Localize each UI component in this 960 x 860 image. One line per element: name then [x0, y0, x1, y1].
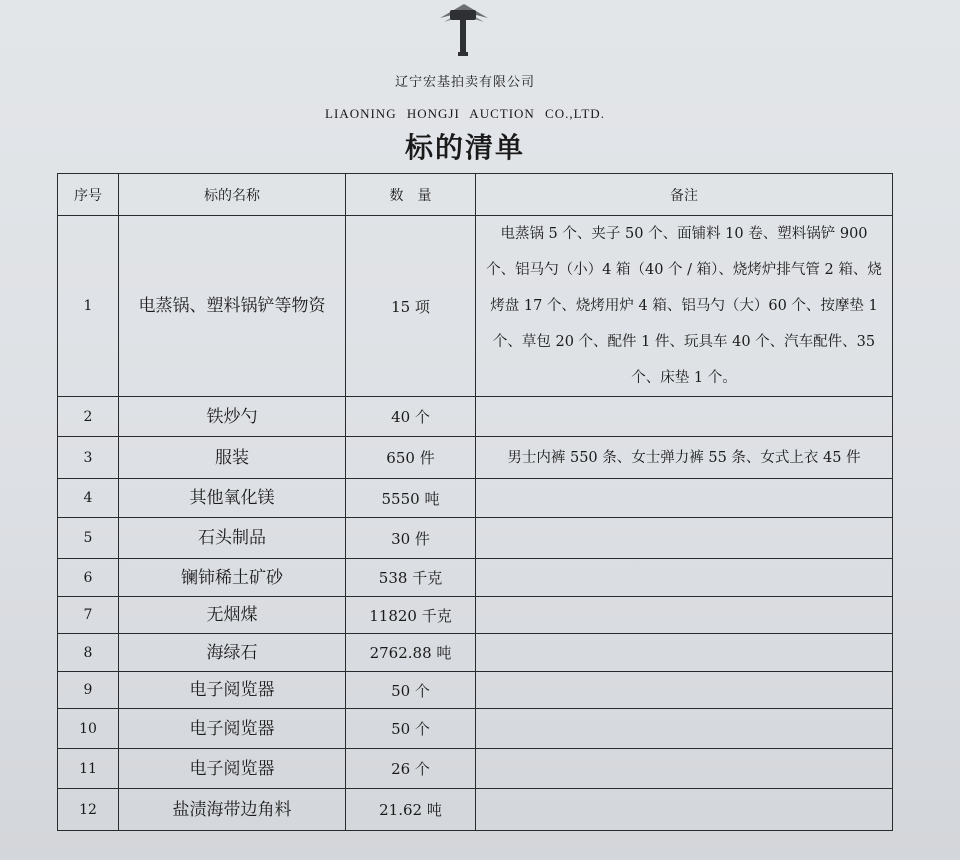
row-remarks: 电蒸锅 5 个、夹子 50 个、面铺料 10 卷、塑料锅铲 900 个、铝马勺（小）4 箱（40 个 / 箱）、烧烤炉排气管 2 箱、烧烤盘 17 个、烧烤用炉 4 箱、铝马勺（大）60 个、按摩垫 1 个、草包 20 个、配件 1 件、玩具车 40 个、汽车配件、35 个、床垫 1 个。	[476, 216, 893, 397]
company-name-en: LIAONING HONGJI AUCTION CO.,LTD.	[325, 106, 605, 121]
row-seq: 3	[58, 437, 119, 479]
row-remarks	[476, 672, 893, 709]
row-seq: 5	[58, 518, 119, 559]
row-name: 海绿石	[119, 634, 346, 672]
row-quantity: 50 个	[346, 709, 476, 749]
table-row	[58, 216, 893, 397]
row-quantity: 30 件	[346, 518, 476, 559]
items-table	[57, 173, 893, 831]
header-name: 标的名称	[119, 174, 346, 216]
header-seq: 序号	[58, 174, 119, 216]
row-quantity: 2762.88 吨	[346, 634, 476, 672]
table-row	[58, 709, 893, 749]
row-seq: 4	[58, 479, 119, 518]
row-seq: 8	[58, 634, 119, 672]
row-remarks	[476, 597, 893, 634]
row-remarks	[476, 518, 893, 559]
row-quantity: 50 个	[346, 672, 476, 709]
row-remarks: 男士内裤 550 条、女士弹力裤 55 条、女式上衣 45 件	[476, 437, 893, 479]
row-remarks	[476, 559, 893, 597]
row-seq: 7	[58, 597, 119, 634]
row-quantity: 40 个	[346, 397, 476, 437]
table-row	[58, 518, 893, 559]
row-name: 电子阅览器	[119, 672, 346, 709]
row-remarks	[476, 749, 893, 789]
row-seq: 1	[58, 216, 119, 397]
row-name: 服装	[119, 437, 346, 479]
table-row	[58, 479, 893, 518]
row-quantity: 650 件	[346, 437, 476, 479]
row-name: 电子阅览器	[119, 749, 346, 789]
row-seq: 2	[58, 397, 119, 437]
company-name-cn: 辽宁宏基拍卖有限公司	[394, 75, 535, 90]
table-row	[58, 397, 893, 437]
header-quantity: 数 量	[346, 174, 476, 216]
row-name: 电子阅览器	[119, 709, 346, 749]
table-header-row	[58, 174, 893, 216]
row-quantity: 11820 千克	[346, 597, 476, 634]
row-remarks	[476, 634, 893, 672]
row-remarks	[476, 397, 893, 437]
table-row	[58, 634, 893, 672]
row-seq: 12	[58, 789, 119, 831]
row-quantity: 5550 吨	[346, 479, 476, 518]
row-quantity: 21.62 吨	[346, 789, 476, 831]
row-remarks	[476, 789, 893, 831]
table-row	[58, 437, 893, 479]
row-name: 电蒸锅、塑料锅铲等物资	[119, 216, 346, 397]
row-name: 石头制品	[119, 518, 346, 559]
row-name: 铁炒勺	[119, 397, 346, 437]
table-row	[58, 749, 893, 789]
row-name: 镧铈稀土矿砂	[119, 559, 346, 597]
table-row	[58, 789, 893, 831]
row-remarks	[476, 709, 893, 749]
row-name: 无烟煤	[119, 597, 346, 634]
table-row	[58, 672, 893, 709]
row-seq: 10	[58, 709, 119, 749]
table-row	[58, 559, 893, 597]
row-seq: 9	[58, 672, 119, 709]
header-remarks: 备注	[476, 174, 893, 216]
row-name: 盐渍海带边角料	[119, 789, 346, 831]
row-quantity: 15 项	[346, 216, 476, 397]
row-name: 其他氧化镁	[119, 479, 346, 518]
row-seq: 11	[58, 749, 119, 789]
auction-gavel-logo-icon	[436, 2, 492, 58]
document-title: 标的清单	[404, 131, 525, 164]
row-remarks	[476, 479, 893, 518]
row-quantity: 538 千克	[346, 559, 476, 597]
row-seq: 6	[58, 559, 119, 597]
row-quantity: 26 个	[346, 749, 476, 789]
table-row	[58, 597, 893, 634]
